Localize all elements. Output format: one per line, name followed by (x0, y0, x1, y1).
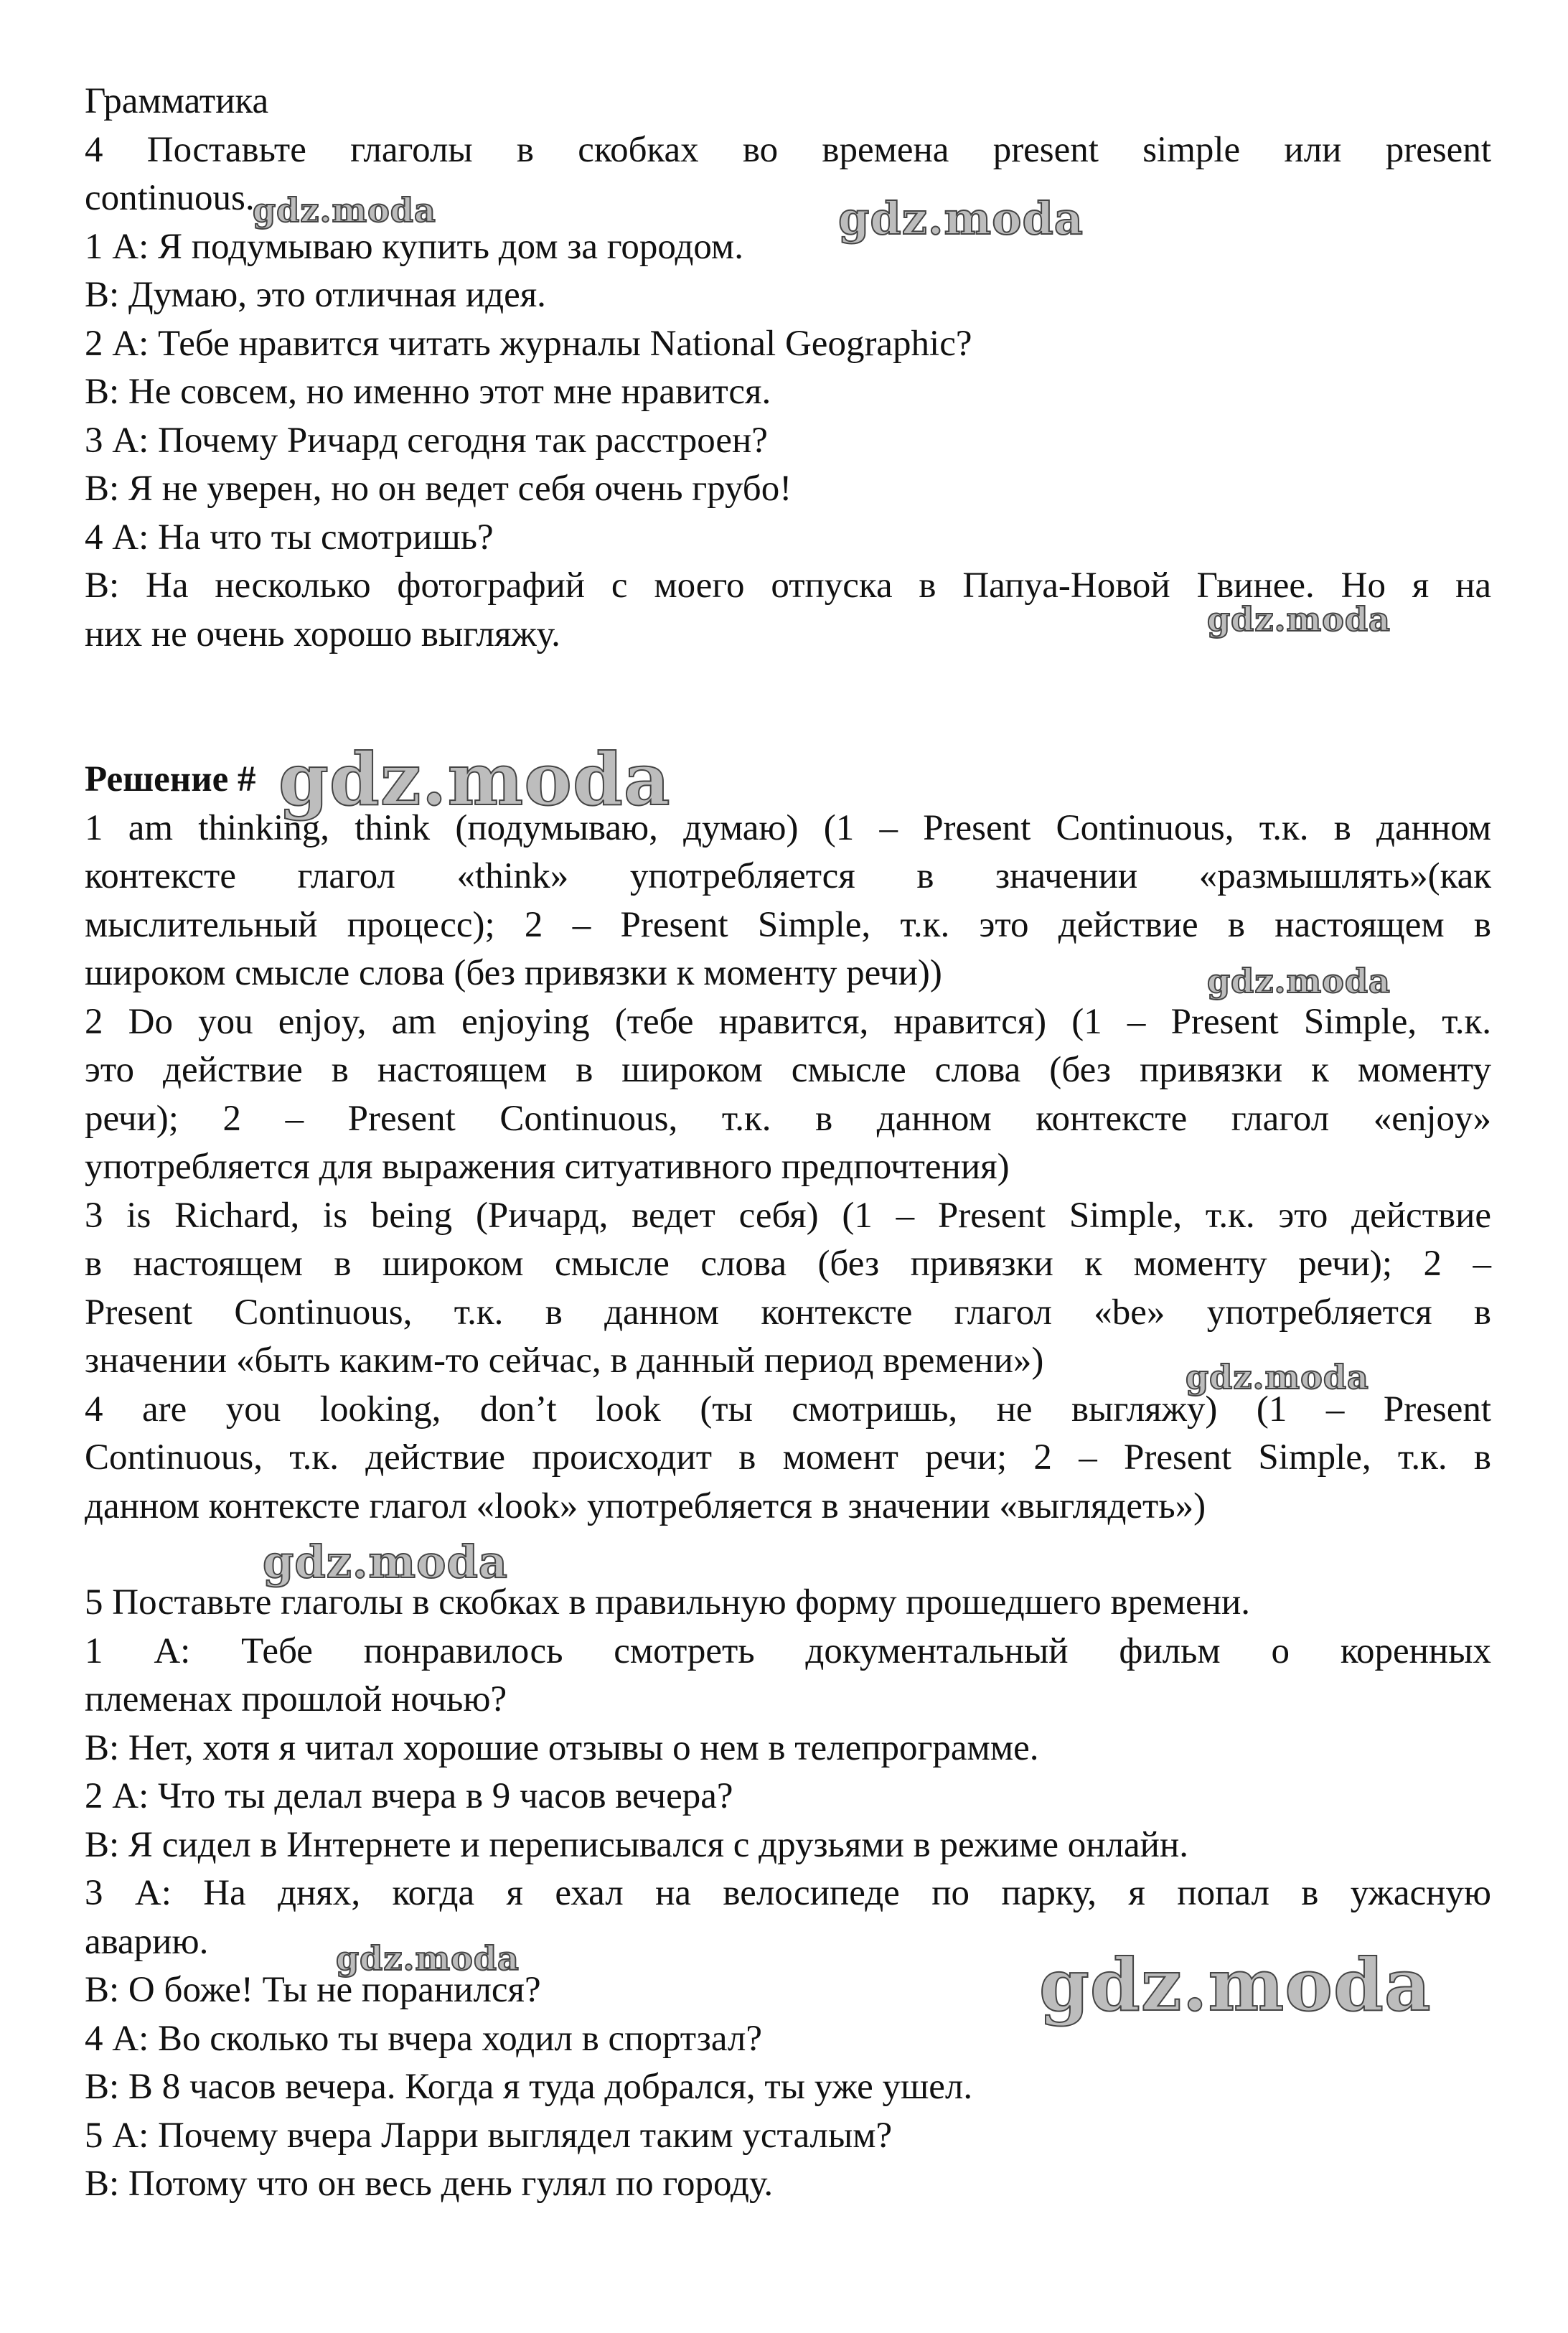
task5-line: 3 А: На днях, когда я ехал на велосипеде по парку, я попал в ужасную (85, 1873, 1491, 1913)
task5-line: 1 А: Тебе понравилось смотреть документальный фильм о коренных (85, 1630, 1491, 1671)
task4-instruction-end: continuous. (85, 178, 255, 218)
task5-line: В: О боже! Ты не поранился? (85, 1970, 541, 2010)
solution-line: 2 Do you enjoy, am enjoying (тебе нравится, нравится) (1 – Present Simple, т.к. (85, 1001, 1491, 1042)
solution-line: в настоящем в широком смысле слова (без привязки к моменту речи); 2 – (85, 1244, 1491, 1284)
task5-line: 4 А: Во сколько ты вчера ходил в спортзал? (85, 2018, 763, 2059)
task4-line: 3 А: Почему Ричард сегодня так расстроен? (85, 420, 768, 461)
task4-line: В: Не совсем, но именно этот мне нравится. (85, 372, 771, 412)
watermark: gdz.moda (253, 191, 436, 230)
task4-line: 4 А: На что ты смотришь? (85, 517, 494, 558)
solution-label: Решение # (85, 759, 256, 799)
solution-line: значении «быть каким-то сейчас, в данный период времени») (85, 1341, 1044, 1381)
watermark: gdz.moda (838, 192, 1084, 245)
solution-line: это действие в настоящем в широком смысле слова (без привязки к моменту (85, 1050, 1491, 1090)
solution-line: Continuous, т.к. действие происходит в момент речи; 2 – Present Simple, т.к. в (85, 1437, 1491, 1478)
watermark: gdz.moda (263, 1536, 508, 1588)
task4-instruction: 4 Поставьте глаголы в скобках во времена present simple или present (85, 129, 1491, 170)
task4-line: В: Я не уверен, но он ведет себя очень грубо! (85, 469, 792, 509)
watermark: gdz.moda (1186, 1358, 1369, 1396)
solution-line: речи); 2 – Present Continuous, т.к. в данном контексте глагол «enjoy» (85, 1098, 1491, 1139)
task4-line: них не очень хорошо выгляжу. (85, 614, 560, 654)
solution-line: мыслительный процесс); 2 – Present Simple, т.к. это действие в настоящем в (85, 904, 1491, 945)
task5-line: аварию. (85, 1921, 209, 1962)
solution-line: 1 am thinking, think (подумываю, думаю) (1 – Present Continuous, т.к. в данном (85, 807, 1491, 848)
task5-line: В: Я сидел в Интернете и переписывался с друзьями в режиме онлайн. (85, 1824, 1188, 1865)
task5-line: В: Потому что он весь день гулял по городу. (85, 2164, 774, 2204)
watermark: gdz.moda (336, 1939, 520, 1978)
watermark: gdz.moda (1207, 600, 1391, 639)
solution-line: широком смысле слова (без привязки к моменту речи)) (85, 953, 942, 993)
task4-line: В: Думаю, это отличная идея. (85, 275, 546, 315)
task5-line: племенах прошлой ночью? (85, 1679, 507, 1719)
solution-line: контексте глагол «think» употребляется в значении «размышлять»(как (85, 856, 1491, 896)
solution-line: 3 is Richard, is being (Ричард, ведет себя) (1 – Present Simple, т.к. это действие (85, 1195, 1491, 1236)
task4-line: 2 А: Тебе нравится читать журналы National Geographic? (85, 323, 972, 364)
watermark: gdz.moda (278, 737, 671, 822)
watermark: gdz.moda (1207, 962, 1391, 1000)
solution-line: данном контексте глагол «look» употребляется в значении «выглядеть») (85, 1485, 1206, 1526)
watermark: gdz.moda (1039, 1943, 1432, 2027)
task4-line: В: На несколько фотографий с моего отпуска в Папуа-Новой Гвинее. Но я на (85, 565, 1491, 606)
task5-instruction: 5 Поставьте глаголы в скобках в правильную форму прошедшего времени. (85, 1582, 1250, 1623)
task5-line: В: В 8 часов вечера. Когда я туда добрался, ты уже ушел. (85, 2067, 973, 2107)
heading: Грамматика (85, 81, 269, 121)
task5-line: 2 А: Что ты делал вчера в 9 часов вечера? (85, 1776, 733, 1816)
solution-line: употребляется для выражения ситуативного предпочтения) (85, 1147, 1010, 1187)
document-page (85, 78, 1491, 2209)
task4-line: 1 А: Я подумываю купить дом за городом. (85, 226, 743, 267)
task5-line: В: Нет, хотя я читал хорошие отзывы о нем в телепрограмме. (85, 1727, 1039, 1768)
solution-line: Present Continuous, т.к. в данном контексте глагол «be» употребляется в (85, 1292, 1491, 1333)
solution-line: 4 are you looking, don’t look (ты смотришь, не выгляжу) (1 – Present (85, 1389, 1491, 1430)
task5-line: 5 А: Почему вчера Ларри выглядел таким усталым? (85, 2115, 893, 2156)
